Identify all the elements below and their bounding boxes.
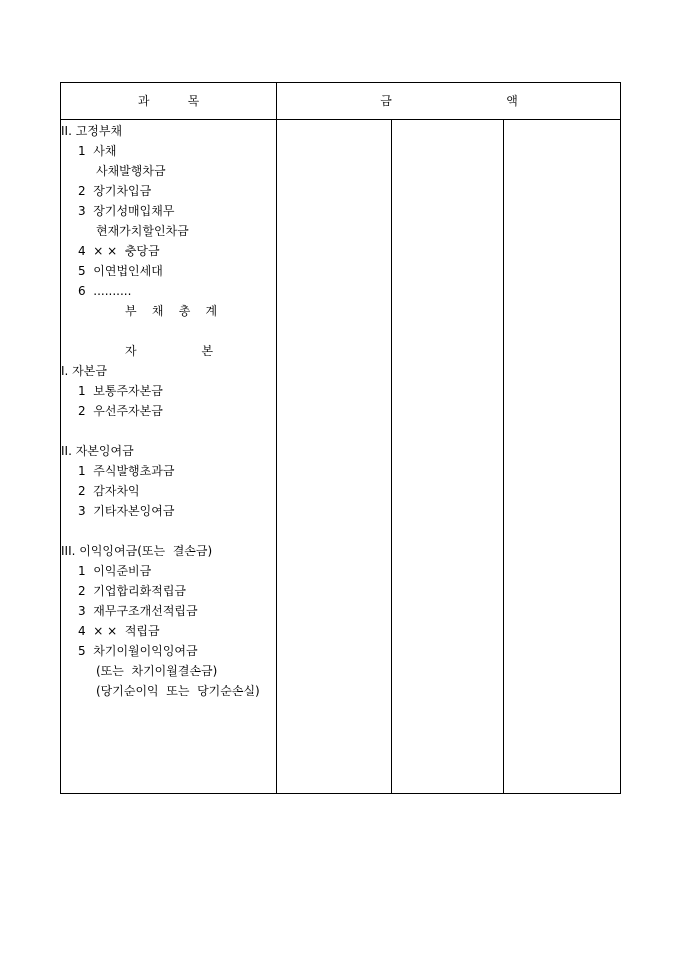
row-label: 6 .......... <box>78 284 132 298</box>
table-row <box>61 461 276 481</box>
row-label: 2 기업합리화적립금 <box>78 584 187 598</box>
table-row <box>61 581 276 601</box>
table-row <box>61 661 276 681</box>
table-row <box>61 221 276 241</box>
row-label: 자 본 <box>125 344 214 358</box>
table-row <box>61 501 276 521</box>
table-row <box>61 521 276 541</box>
table-row <box>61 281 276 301</box>
row-label: (당기순이익 또는 당기순손실) <box>96 684 260 698</box>
row-label: 3 장기성매입채무 <box>78 204 175 218</box>
row-label: II. 고정부채 <box>61 124 123 138</box>
table-row <box>61 381 276 401</box>
row-label: 1 보통주자본금 <box>78 384 163 398</box>
table-row <box>61 401 276 421</box>
table-header <box>61 83 620 120</box>
column-divider-amount-2 <box>503 120 504 793</box>
table-row <box>61 361 276 381</box>
row-label: II. 자본잉여금 <box>61 444 134 458</box>
header-amount: 금 액 <box>380 94 518 108</box>
table-row <box>61 601 276 621</box>
table-row <box>61 561 276 581</box>
table-row <box>61 341 276 361</box>
column-divider-subject <box>276 83 277 793</box>
row-label: 5 이연법인세대 <box>78 264 163 278</box>
table-row <box>61 641 276 661</box>
row-label: 3 기타자본잉여금 <box>78 504 175 518</box>
row-label: 1 주식발행초과금 <box>78 464 175 478</box>
row-label: 4 × × 충당금 <box>78 244 160 258</box>
table-row <box>61 261 276 281</box>
row-label: 2 감자차익 <box>78 484 140 498</box>
table-row <box>61 301 276 321</box>
table-row <box>61 621 276 641</box>
row-label: 1 사채 <box>78 144 117 158</box>
row-label: 5 차기이월이익잉여금 <box>78 644 198 658</box>
table-row <box>61 441 276 461</box>
row-label: (또는 차기이월결손금) <box>96 664 218 678</box>
table-row <box>61 541 276 561</box>
table-row <box>61 161 276 181</box>
table-row <box>61 481 276 501</box>
table-row <box>61 201 276 221</box>
row-label: 4 × × 적립금 <box>78 624 160 638</box>
table-row <box>61 681 276 701</box>
row-label: 3 재무구조개선적립금 <box>78 604 198 618</box>
column-divider-amount-1 <box>391 120 392 793</box>
header-subject: 과 목 <box>137 94 200 108</box>
row-label: 2 우선주자본금 <box>78 404 163 418</box>
table-row <box>61 121 276 141</box>
table-row <box>61 241 276 261</box>
financial-table <box>60 82 621 794</box>
row-label: I. 자본금 <box>61 364 107 378</box>
subject-column <box>61 121 276 701</box>
row-label: 1 이익준비금 <box>78 564 152 578</box>
row-label: 부 채 총 계 <box>125 304 218 318</box>
table-row <box>61 181 276 201</box>
table-row <box>61 321 276 341</box>
row-label: 2 장기차입금 <box>78 184 152 198</box>
row-label: 현재가치할인차금 <box>96 224 189 238</box>
row-label: III. 이익잉여금(또는 결손금) <box>61 544 213 558</box>
table-row <box>61 421 276 441</box>
table-row <box>61 141 276 161</box>
row-label: 사채발행차금 <box>96 164 166 178</box>
